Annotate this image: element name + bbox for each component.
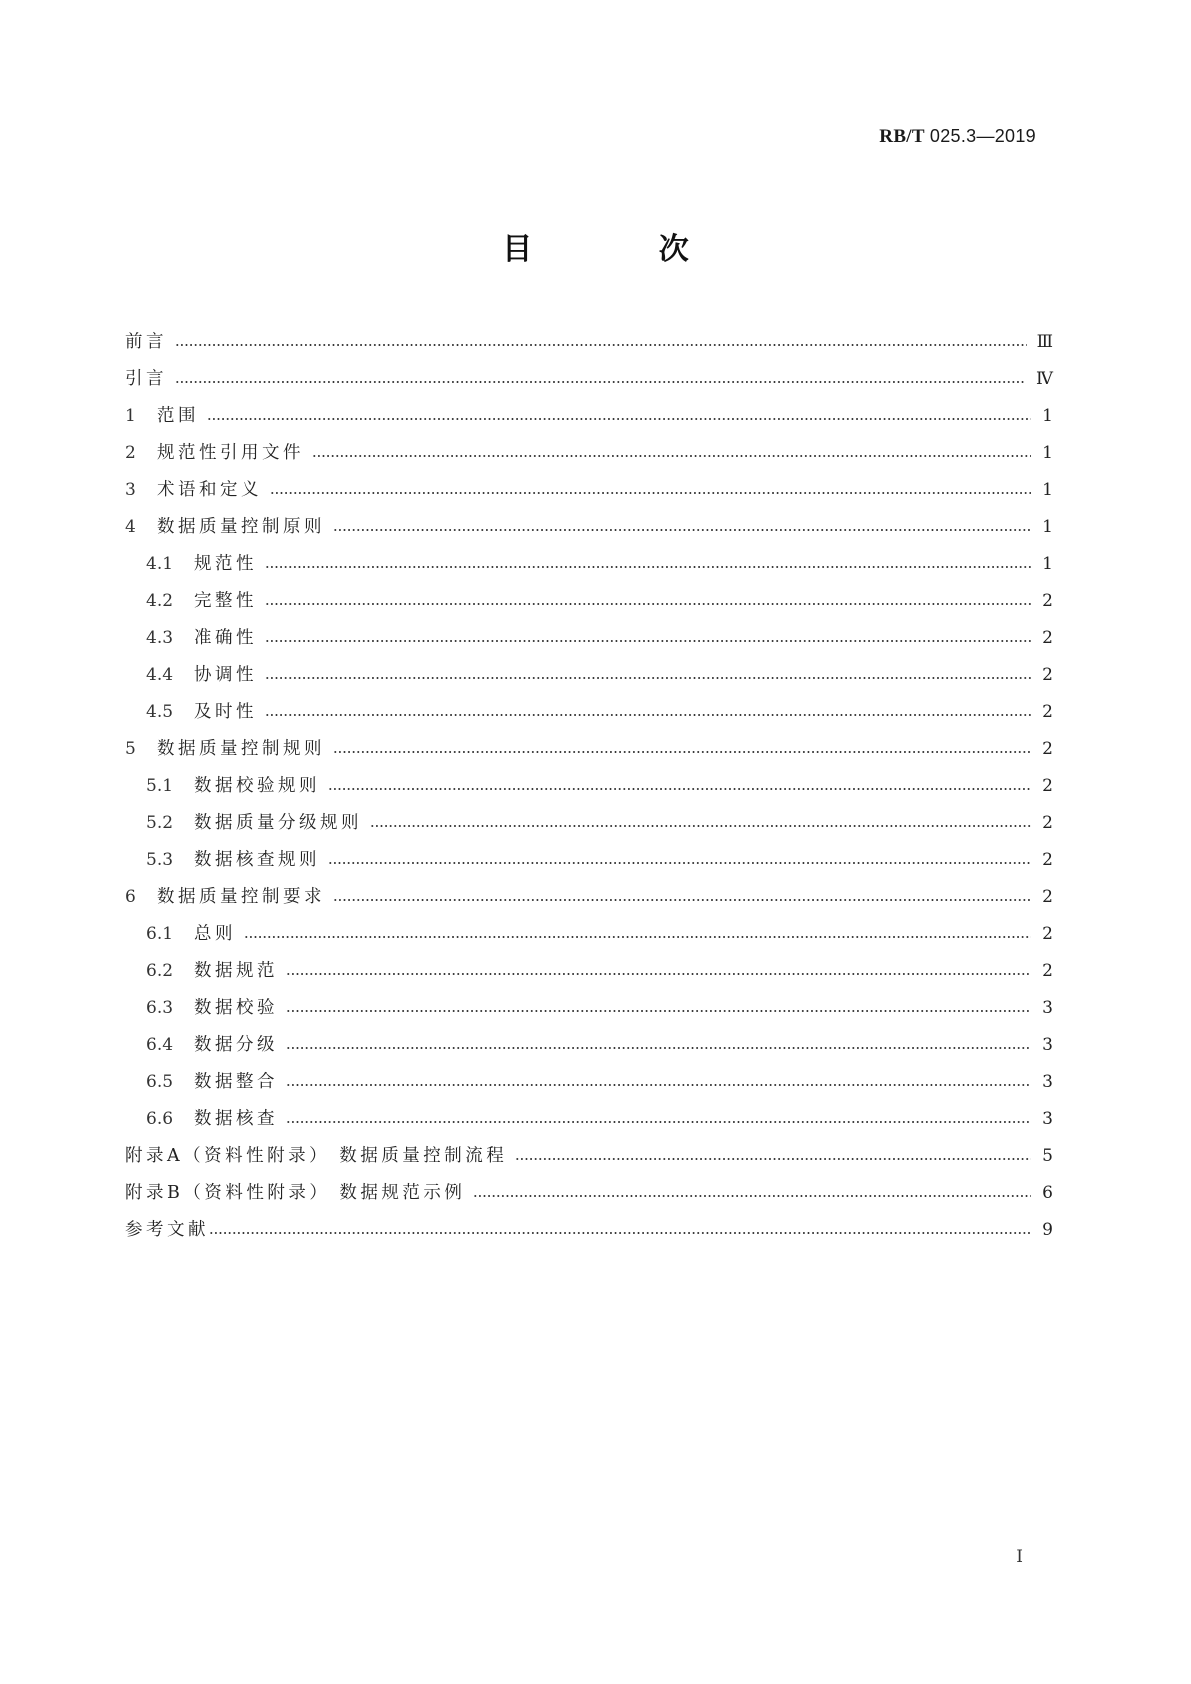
toc-entry[interactable] (125, 1027, 1053, 1064)
toc-entry-title: 规范性 (194, 554, 257, 574)
dot-leader (286, 1010, 1031, 1012)
dot-leader (473, 1195, 1031, 1197)
standard-code (879, 126, 1036, 148)
dot-leader (175, 344, 1027, 346)
toc-entry[interactable] (125, 1138, 1053, 1175)
toc-entry-page: 3 (1042, 998, 1053, 1018)
toc-entry-page: 3 (1042, 1072, 1053, 1092)
toc-entry-number: 2 (125, 443, 136, 463)
toc-entry[interactable] (125, 842, 1053, 879)
toc-entry-page: 1 (1042, 517, 1053, 537)
toc-entry[interactable] (125, 731, 1053, 768)
toc-entry-title: 数据质量分级规则 (194, 813, 362, 833)
toc-entry-title: 规范性引用文件 (157, 443, 304, 463)
toc-entry[interactable] (125, 1212, 1053, 1249)
dot-leader (312, 455, 1031, 457)
toc-entry[interactable] (125, 805, 1053, 842)
toc-entry-number: 6.4 (146, 1035, 174, 1055)
dot-leader (175, 381, 1026, 383)
dot-leader (286, 973, 1031, 975)
dot-leader (370, 825, 1031, 827)
dot-leader (244, 936, 1031, 938)
toc-entry-number: 4.5 (146, 702, 174, 722)
toc-entry-page: 2 (1042, 850, 1053, 870)
toc-entry-page: 1 (1042, 443, 1053, 463)
table-of-contents (125, 324, 1053, 1249)
toc-entry-page: 9 (1042, 1220, 1053, 1240)
toc-entry-title: 总则 (194, 924, 236, 944)
toc-entry-page: 2 (1042, 739, 1053, 759)
toc-entry-number: 6.3 (146, 998, 174, 1018)
toc-entry[interactable] (125, 657, 1053, 694)
toc-entry-page: 2 (1042, 665, 1053, 685)
toc-entry-title: 附录B（资料性附录） 数据规范示例 (125, 1183, 466, 1203)
toc-entry-title: 准确性 (194, 628, 257, 648)
toc-entry-page: 2 (1042, 924, 1053, 944)
toc-entry-page: 2 (1042, 776, 1053, 796)
toc-entry[interactable] (125, 953, 1053, 990)
dot-leader (265, 566, 1031, 568)
toc-entry-number: 5.1 (146, 776, 174, 796)
toc-entry-number: 4.3 (146, 628, 174, 648)
dot-leader (333, 899, 1031, 901)
dot-leader (286, 1084, 1031, 1086)
dot-leader (265, 714, 1031, 716)
toc-entry-number: 5.2 (146, 813, 174, 833)
toc-entry-page: 2 (1042, 702, 1053, 722)
toc-entry[interactable] (125, 324, 1053, 361)
dot-leader (265, 677, 1031, 679)
toc-entry-number: 6 (125, 887, 136, 907)
page-number: Ⅰ (1016, 1547, 1023, 1566)
toc-entry-page: 1 (1042, 480, 1053, 500)
toc-entry-title: 数据核查规则 (194, 850, 320, 870)
dot-leader (265, 603, 1031, 605)
toc-entry-page: 5 (1042, 1146, 1053, 1166)
toc-entry[interactable] (125, 990, 1053, 1027)
toc-entry[interactable] (125, 509, 1053, 546)
toc-entry[interactable] (125, 879, 1053, 916)
toc-entry-title: 数据质量控制规则 (157, 739, 325, 759)
toc-entry-page: 2 (1042, 887, 1053, 907)
toc-entry[interactable] (125, 768, 1053, 805)
toc-entry-page: Ⅳ (1036, 369, 1053, 389)
toc-entry-title: 及时性 (194, 702, 257, 722)
toc-entry-page: 1 (1042, 554, 1053, 574)
toc-entry-page: Ⅲ (1036, 332, 1053, 352)
toc-entry-title: 数据质量控制要求 (157, 887, 325, 907)
toc-entry-title: 数据分级 (194, 1035, 278, 1055)
toc-entry-page: 1 (1042, 406, 1053, 426)
dot-leader (515, 1158, 1031, 1160)
toc-entry[interactable] (125, 472, 1053, 509)
toc-entry-title: 数据规范 (194, 961, 278, 981)
toc-entry[interactable] (125, 1064, 1053, 1101)
toc-entry-page: 3 (1042, 1109, 1053, 1129)
toc-entry[interactable] (125, 361, 1053, 398)
dot-leader (270, 492, 1031, 494)
toc-entry-number: 6.6 (146, 1109, 174, 1129)
dot-leader (328, 788, 1031, 790)
toc-entry-number: 4.1 (146, 554, 174, 574)
toc-entry[interactable] (125, 1101, 1053, 1138)
toc-entry-number: 5.3 (146, 850, 174, 870)
toc-entry-title: 范围 (157, 406, 199, 426)
dot-leader (207, 418, 1031, 420)
toc-entry[interactable] (125, 398, 1053, 435)
toc-entry-page: 2 (1042, 813, 1053, 833)
toc-entry-page: 3 (1042, 1035, 1053, 1055)
toc-entry[interactable] (125, 546, 1053, 583)
toc-entry-title: 术语和定义 (157, 480, 262, 500)
toc-entry-title: 数据校验规则 (194, 776, 320, 796)
dot-leader (209, 1232, 1031, 1234)
toc-entry-number: 5 (125, 739, 136, 759)
toc-entry[interactable] (125, 916, 1053, 953)
toc-entry[interactable] (125, 583, 1053, 620)
dot-leader (265, 640, 1031, 642)
toc-entry[interactable] (125, 1175, 1053, 1212)
toc-entry-title: 附录A（资料性附录） 数据质量控制流程 (125, 1146, 508, 1166)
toc-entry-page: 6 (1042, 1183, 1053, 1203)
dot-leader (286, 1047, 1031, 1049)
page-title: 目 次 (502, 232, 747, 267)
toc-entry-number: 6.5 (146, 1072, 174, 1092)
standard-code-number: 025.3—2019 (929, 126, 1036, 146)
toc-entry-number: 6.1 (146, 924, 174, 944)
dot-leader (333, 751, 1031, 753)
toc-entry-title: 数据整合 (194, 1072, 278, 1092)
toc-entry[interactable] (125, 435, 1053, 472)
toc-entry-title: 数据质量控制原则 (157, 517, 325, 537)
toc-entry-page: 2 (1042, 961, 1053, 981)
toc-entry-number: 4.4 (146, 665, 174, 685)
toc-entry-title: 参考文献 (125, 1220, 209, 1240)
dot-leader (328, 862, 1031, 864)
dot-leader (286, 1121, 1031, 1123)
toc-entry-page: 2 (1042, 591, 1053, 611)
toc-entry[interactable] (125, 620, 1053, 657)
toc-entry-title: 数据校验 (194, 998, 278, 1018)
toc-entry-number: 4 (125, 517, 136, 537)
toc-entry[interactable] (125, 694, 1053, 731)
toc-entry-number: 3 (125, 480, 136, 500)
toc-entry-page: 2 (1042, 628, 1053, 648)
toc-entry-title: 完整性 (194, 591, 257, 611)
standard-code-prefix: RB/T (879, 126, 925, 147)
toc-entry-title: 前言 (125, 332, 167, 352)
toc-entry-title: 数据核查 (194, 1109, 278, 1129)
toc-entry-title: 引言 (125, 369, 167, 389)
dot-leader (333, 529, 1031, 531)
toc-entry-number: 1 (125, 406, 136, 426)
toc-entry-number: 6.2 (146, 961, 174, 981)
toc-entry-title: 协调性 (194, 665, 257, 685)
toc-entry-number: 4.2 (146, 591, 174, 611)
